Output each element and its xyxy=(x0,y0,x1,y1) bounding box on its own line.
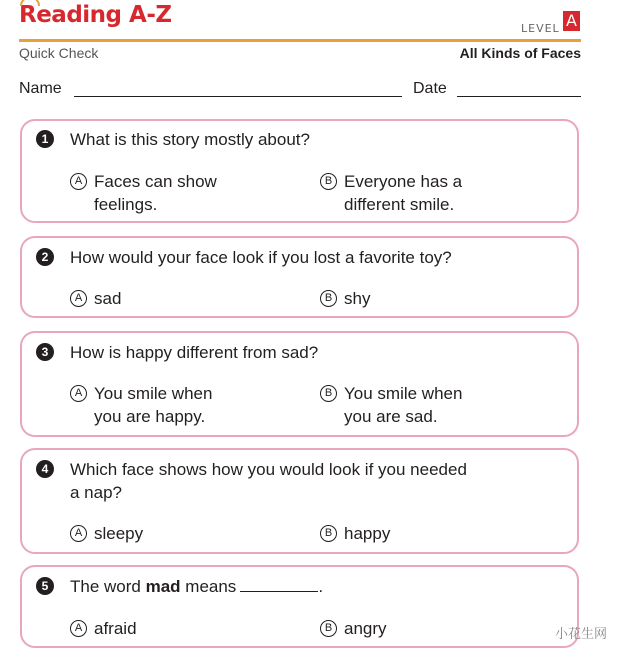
question-card xyxy=(20,119,579,223)
question-text-mid: means xyxy=(180,577,237,596)
question-card xyxy=(20,236,579,318)
question-card xyxy=(20,331,579,437)
date-label: Date xyxy=(413,80,447,97)
answer-text: Faces can show feelings. xyxy=(94,172,217,214)
question-card xyxy=(20,448,579,554)
answer-bubble[interactable]: B xyxy=(320,525,337,542)
answer-bubble[interactable]: B xyxy=(320,290,337,307)
book-title: All Kinds of Faces xyxy=(459,45,581,61)
answer-text: You smile when you are happy. xyxy=(94,384,213,426)
watermark: 小花生网 xyxy=(554,627,607,642)
name-label: Name xyxy=(19,80,62,97)
question-number: 1 xyxy=(36,130,54,148)
level-badge: A xyxy=(563,11,580,31)
question-card xyxy=(20,565,579,648)
answer-text: sad xyxy=(94,289,122,308)
question-text xyxy=(70,575,560,598)
question-number: 5 xyxy=(36,577,54,595)
answer-text: You smile when you are sad. xyxy=(344,384,463,426)
question-text: How would your face look if you lost a favorite toy? xyxy=(70,248,452,267)
question-text: How is happy different from sad? xyxy=(70,343,319,362)
answer-text: shy xyxy=(344,289,371,308)
answer-bubble[interactable]: A xyxy=(70,173,87,190)
answer-text: Everyone has a different smile. xyxy=(344,172,463,214)
name-date-row xyxy=(19,80,581,100)
question-text: Which face shows how you would look if you needed a nap? xyxy=(70,460,467,502)
logo xyxy=(19,2,172,28)
question-number: 3 xyxy=(36,343,54,361)
header-divider xyxy=(19,39,581,42)
question-text-end: . xyxy=(318,577,324,596)
name-field[interactable] xyxy=(74,96,402,97)
answer-text: sleepy xyxy=(94,524,144,543)
level-label: LEVEL xyxy=(521,22,560,35)
question-text: What is this story mostly about? xyxy=(70,130,310,149)
answer-bubble[interactable]: A xyxy=(70,525,87,542)
question-number: 4 xyxy=(36,460,54,478)
answer-text: angry xyxy=(344,619,387,638)
answer-text: happy xyxy=(344,524,391,543)
logo-text: Reading A-Z xyxy=(19,2,172,28)
vocab-word: mad xyxy=(145,577,181,596)
date-field[interactable] xyxy=(457,96,581,97)
answer-bubble[interactable]: A xyxy=(70,385,87,402)
answer-bubble[interactable]: A xyxy=(70,290,87,307)
question-text-start: The word xyxy=(70,577,146,596)
subtitle: Quick Check xyxy=(19,45,99,61)
fill-in-blank[interactable] xyxy=(240,591,318,592)
answer-text: afraid xyxy=(94,619,137,638)
question-number: 2 xyxy=(36,248,54,266)
sun-icon xyxy=(17,0,43,6)
answer-bubble[interactable]: B xyxy=(320,620,337,637)
answer-bubble[interactable]: B xyxy=(320,385,337,402)
answer-bubble[interactable]: A xyxy=(70,620,87,637)
answer-bubble[interactable]: B xyxy=(320,173,337,190)
